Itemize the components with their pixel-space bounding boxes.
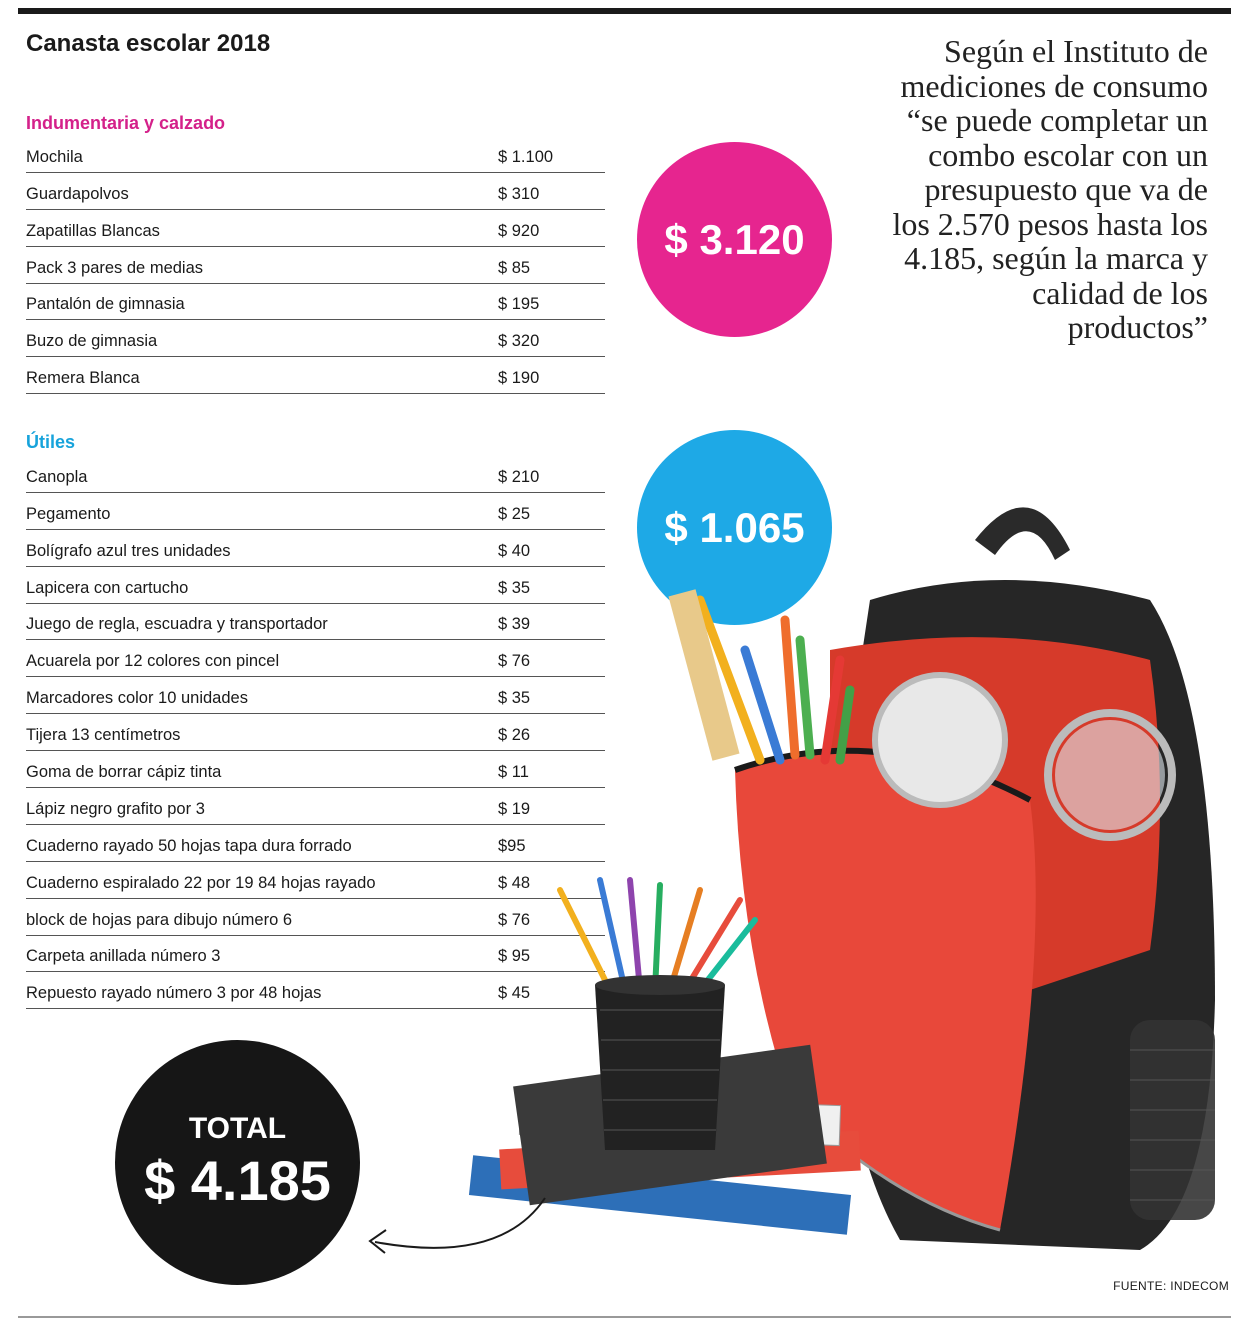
item-name: Carpeta anillada número 3 <box>26 947 221 966</box>
item-name: Cuaderno espiralado 22 por 19 84 hojas rayado <box>26 873 376 892</box>
item-price: $ 19 <box>498 799 531 818</box>
grand-total-badge <box>115 1040 360 1285</box>
item-price: $ 40 <box>498 541 531 560</box>
item-price: $ 195 <box>498 295 540 314</box>
top-rule <box>18 8 1231 14</box>
pointer-arrow <box>360 1190 560 1270</box>
page-title: Canasta escolar 2018 <box>26 30 271 57</box>
item-price: $ 320 <box>498 332 540 351</box>
clothing-total-value: $ 3.120 <box>664 215 805 263</box>
list-item <box>26 284 605 321</box>
item-name: Lápiz negro grafito por 3 <box>26 799 205 818</box>
item-name: block de hojas para dibujo número 6 <box>26 910 293 929</box>
item-price: $ 76 <box>498 910 531 929</box>
item-price: $ 11 <box>498 763 529 782</box>
item-price: $ 35 <box>498 578 531 597</box>
item-name: Pantalón de gimnasia <box>26 295 185 314</box>
item-name: Bolígrafo azul tres unidades <box>26 541 231 560</box>
item-name: Remera Blanca <box>26 369 140 388</box>
item-name: Canopla <box>26 467 88 486</box>
item-price: $95 <box>498 836 526 855</box>
list-item <box>26 320 605 357</box>
item-name: Cuaderno rayado 50 hojas tapa dura forrado <box>26 836 352 855</box>
item-price: $ 95 <box>498 947 531 966</box>
item-name: Tijera 13 centímetros <box>26 726 181 745</box>
bottom-rule <box>18 1316 1231 1318</box>
item-name: Mochila <box>26 147 83 166</box>
item-name: Acuarela por 12 colores con pincel <box>26 652 280 671</box>
item-name: Lapicera con cartucho <box>26 578 189 597</box>
list-item <box>26 357 605 394</box>
item-price: $ 310 <box>498 184 540 203</box>
item-name: Buzo de gimnasia <box>26 332 158 351</box>
list-item <box>26 247 605 284</box>
source-credit: FUENTE: INDECOM <box>1113 1279 1229 1293</box>
section-heading-supplies: Útiles <box>26 432 76 452</box>
section-heading-clothing: Indumentaria y calzado <box>26 113 226 133</box>
grand-total-label: TOTAL <box>188 1112 287 1145</box>
item-price: $ 1.100 <box>498 147 554 166</box>
item-price: $ 85 <box>498 258 531 277</box>
item-name: Pegamento <box>26 504 111 523</box>
item-price: $ 25 <box>498 504 531 523</box>
list-item <box>26 173 605 210</box>
item-price: $ 26 <box>498 726 531 745</box>
clothing-price-list <box>26 136 605 394</box>
item-price: $ 190 <box>498 369 540 388</box>
item-price: $ 210 <box>498 467 540 486</box>
pull-quote: Según el Instituto de mediciones de consumo “se puede completar un combo escolar con un presupuesto que va de los 2.570 pesos hasta los 4.185, según la marca y calidad de los productos” <box>892 33 1208 345</box>
item-name: Juego de regla, escuadra y transportador <box>26 615 328 634</box>
item-name: Pack 3 pares de medias <box>26 258 204 277</box>
item-price: $ 39 <box>498 615 531 634</box>
item-price: $ 35 <box>498 689 531 708</box>
list-item <box>26 210 605 247</box>
item-name: Goma de borrar cápiz tinta <box>26 763 222 782</box>
list-item <box>26 136 605 173</box>
backpack-illustration <box>450 480 1230 1310</box>
item-name: Marcadores color 10 unidades <box>26 689 248 708</box>
item-name: Zapatillas Blancas <box>26 221 160 240</box>
clothing-total-badge <box>637 142 832 337</box>
item-price: $ 48 <box>498 873 531 892</box>
grand-total-value: $ 4.185 <box>144 1149 331 1212</box>
supplies-total-value: $ 1.065 <box>664 503 805 551</box>
item-name: Repuesto rayado número 3 por 48 hojas <box>26 984 322 1003</box>
item-price: $ 920 <box>498 221 540 240</box>
item-name: Guardapolvos <box>26 184 129 203</box>
item-price: $ 45 <box>498 984 531 1003</box>
item-price: $ 76 <box>498 652 531 671</box>
